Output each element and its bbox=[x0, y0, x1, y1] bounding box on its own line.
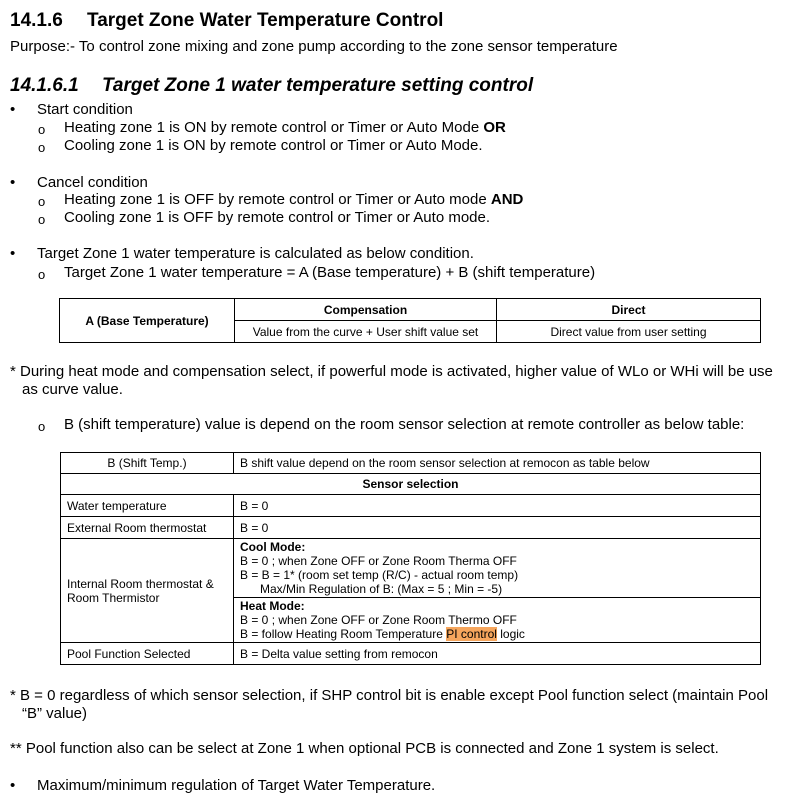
highlighted-text: PI control bbox=[446, 627, 497, 641]
bullet-icon: • bbox=[10, 174, 16, 191]
pool-function-label: Pool Function Selected bbox=[61, 643, 234, 665]
note-pool-function: ** Pool function also can be select at Zone 1 when optional PCB is connected and Zone 1 system is select. bbox=[10, 740, 719, 757]
start-condition-label: Start condition bbox=[37, 101, 133, 118]
bullet-icon: • bbox=[10, 777, 16, 794]
heat-mode-cell bbox=[234, 598, 761, 643]
b-shift-intro: B (shift temperature) value is depend on the room sensor selection at remote controller as below table: bbox=[64, 416, 745, 433]
max-min-regulation: Maximum/minimum regulation of Target Water Temperature. bbox=[37, 777, 436, 794]
shift-temperature-table bbox=[60, 452, 761, 665]
cancel-item-1: Heating zone 1 is OFF by remote control or Timer or Auto mode AND bbox=[64, 191, 524, 208]
cool-mode-title: Cool Mode: bbox=[240, 540, 306, 554]
compensation-value: Value from the curve + User shift value set bbox=[235, 321, 497, 343]
water-temperature-value: B = 0 bbox=[234, 495, 761, 517]
note-shp-line1: * B = 0 regardless of which sensor selection, if SHP control bit is enable except Pool function select (maintain Pool bbox=[10, 687, 769, 704]
subsection-title: Target Zone 1 water temperature setting control bbox=[102, 75, 534, 96]
external-thermostat-label: External Room thermostat bbox=[61, 517, 234, 539]
note-shp-line2: “B” value) bbox=[22, 705, 88, 722]
sub-bullet-icon: o bbox=[38, 140, 46, 155]
calc-label: Target Zone 1 water temperature is calculated as below condition. bbox=[37, 245, 474, 262]
base-temperature-label: A (Base Temperature) bbox=[60, 299, 235, 343]
sub-bullet-icon: o bbox=[38, 267, 46, 282]
start-item-1: Heating zone 1 is ON by remote control or Timer or Auto Mode OR bbox=[64, 119, 506, 136]
external-thermostat-value: B = 0 bbox=[234, 517, 761, 539]
subsection-number: 14.1.6.1 bbox=[10, 75, 79, 96]
direct-header: Direct bbox=[497, 299, 761, 321]
sub-bullet-icon: o bbox=[38, 419, 46, 434]
section-title: Target Zone Water Temperature Control bbox=[87, 10, 444, 31]
cancel-condition-label: Cancel condition bbox=[37, 174, 148, 191]
cancel-item-2: Cooling zone 1 is OFF by remote control or Timer or Auto mode. bbox=[64, 209, 491, 226]
heat-mode-line1: B = 0 ; when Zone OFF or Zone Room Thermo OFF bbox=[240, 613, 517, 627]
note-powerful-mode-line2: as curve value. bbox=[22, 381, 123, 398]
shift-temp-header: B (Shift Temp.) bbox=[61, 453, 234, 474]
cool-mode-line1: B = 0 ; when Zone OFF or Zone Room Therma OFF bbox=[240, 554, 517, 568]
sub-bullet-icon: o bbox=[38, 212, 46, 227]
internal-thermostat-label: Internal Room thermostat & Room Thermistor bbox=[61, 539, 234, 643]
cool-mode-line3: Max/Min Regulation of B: (Max = 5 ; Min = -5) bbox=[260, 582, 503, 596]
calc-formula: Target Zone 1 water temperature = A (Base temperature) + B (shift temperature) bbox=[64, 264, 596, 281]
heat-mode-line2: B = follow Heating Room Temperature PI control logic bbox=[240, 627, 525, 641]
cool-mode-line2: B = B = 1* (room set temp (R/C) - actual room temp) bbox=[240, 568, 519, 582]
note-powerful-mode-line1: * During heat mode and compensation select, if powerful mode is activated, higher value of WLo or WHi will be use bbox=[10, 363, 773, 380]
bullet-icon: • bbox=[10, 245, 16, 262]
purpose-text: Purpose:- To control zone mixing and zone pump according to the zone sensor temperature bbox=[10, 38, 618, 55]
heat-mode-title: Heat Mode: bbox=[240, 599, 305, 613]
water-temperature-label: Water temperature bbox=[61, 495, 234, 517]
direct-value: Direct value from user setting bbox=[497, 321, 761, 343]
pool-function-value: B = Delta value setting from remocon bbox=[234, 643, 761, 665]
cool-mode-cell bbox=[234, 539, 761, 598]
sub-bullet-icon: o bbox=[38, 194, 46, 209]
base-temperature-table bbox=[59, 298, 761, 343]
bullet-icon: • bbox=[10, 101, 16, 118]
section-number: 14.1.6 bbox=[10, 10, 63, 31]
compensation-header: Compensation bbox=[235, 299, 497, 321]
shift-temp-description: B shift value depend on the room sensor selection at remocon as table below bbox=[234, 453, 761, 474]
sub-bullet-icon: o bbox=[38, 122, 46, 137]
sensor-selection-header: Sensor selection bbox=[61, 474, 761, 495]
start-item-2: Cooling zone 1 is ON by remote control or Timer or Auto Mode. bbox=[64, 137, 483, 154]
